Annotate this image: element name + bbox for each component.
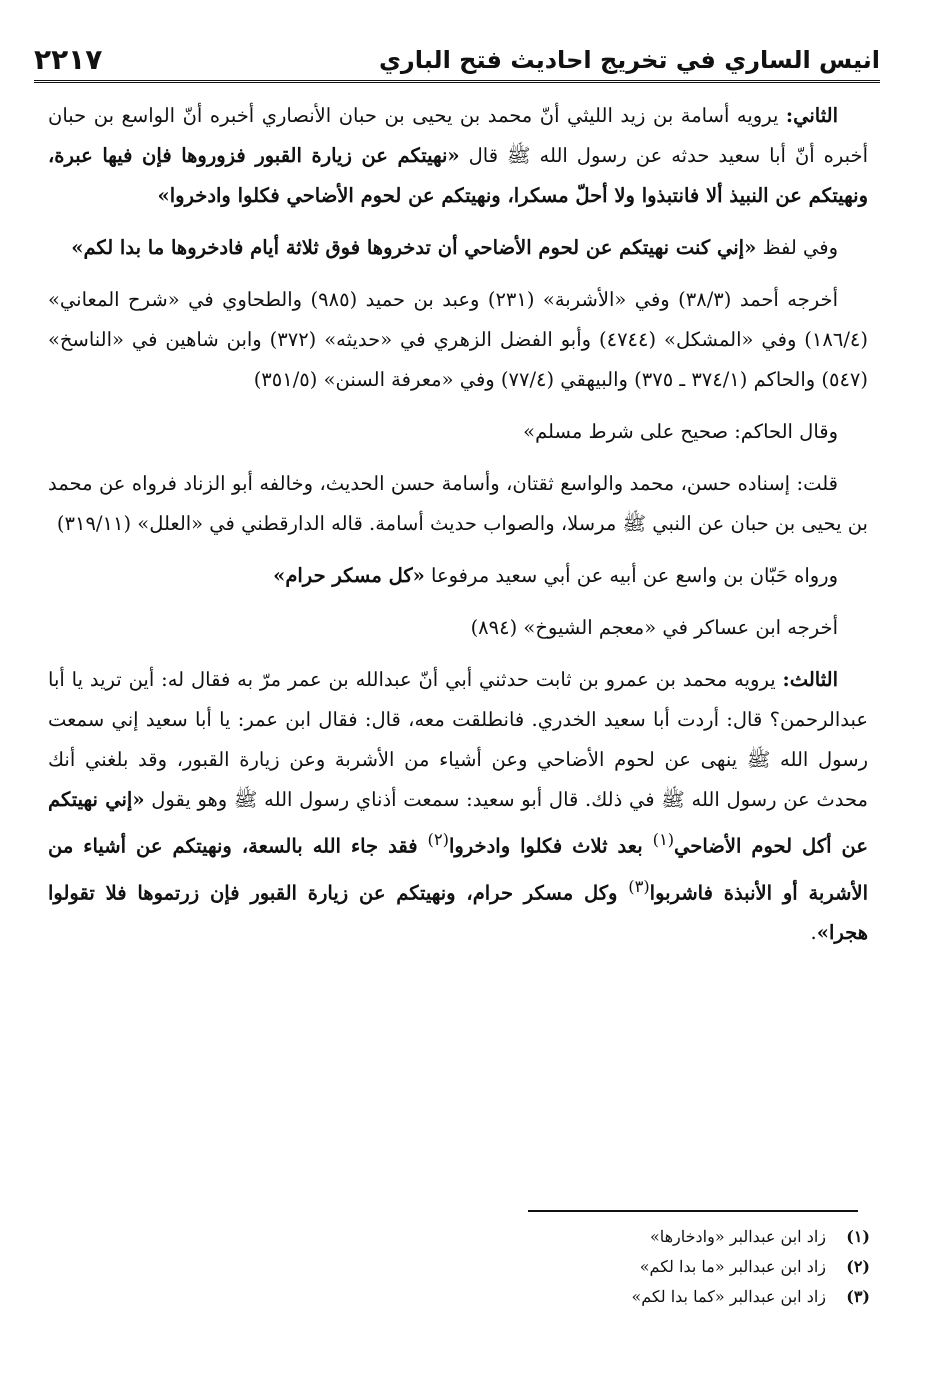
footnote-text: زاد ابن عبدالبر «ما بدا لكم» — [639, 1257, 826, 1276]
book-title: انيس الساري في تخريج احاديث فتح الباري — [378, 46, 880, 74]
section-label: الثاني: — [785, 104, 838, 127]
footnote-number: (٣) — [846, 1287, 870, 1306]
footnote-number: (١) — [846, 1227, 870, 1246]
paragraph-third-narration — [48, 660, 868, 953]
main-text — [48, 96, 868, 965]
paragraph-sources: أخرجه أحمد (٣٨/٣) وفي «الأشربة» (٢٣١) وعبد بن حميد (٩٨٥) والطحاوي في «شرح المعاني» (١٨٦/٤) وفي «المشكل» (٤٧٤٤) وأبو الفضل الزهري في «حديثه» (٣٧٢) وابن شاهين في «الناسخ» (٥٤٧) والحاكم (٣٧٤/١ ـ ٣٧٥) والبيهقي (٧٧/٤) وفي «معرفة السنن» (٣٥١/٥) — [48, 288, 868, 391]
hadith-quote-part-2: بعد ثلاث فكلوا وادخروا — [448, 834, 653, 858]
footnote-text: زاد ابن عبدالبر «وادخارها» — [649, 1227, 826, 1246]
paragraph-end: . — [810, 921, 817, 944]
paragraph-text: يرويه محمد بن عمرو بن ثابت حدثني أبي أنّ عبدالله بن عمر مرّ به فقال له: أين تريد يا أبا عبدالرحمن؟ قال: أردت أبا سعيد الخدري. فانطلقت معه، قال: فقال ابن عمر: يا أبا سعيد إني سمعت رسول الله ﷺ ينهى عن لحوم الأضاحي وعن أشياء من الأشربة وعن زيارة القبور، وقد بلغني أنك محدث عن رسول الله ﷺ في ذلك. قال أبو سعيد: سمعت أذناي رسول الله ﷺ وهو يقول — [48, 668, 868, 811]
footnote-1 — [400, 1222, 870, 1252]
footnote-ref-3[interactable]: (٣) — [628, 876, 650, 896]
hadith-quote-part-4: وكل مسكر حرام، ونهيتكم عن زيارة القبور فإن زرتموها فلا تقولوا هجرا» — [48, 881, 868, 944]
footnote-2 — [400, 1252, 870, 1282]
hadith-quote: «إني كنت نهيتكم عن لحوم الأضاحي أن تدخروها فوق ثلاثة أيام فادخروها ما بدا لكم» — [71, 236, 757, 259]
section-label: الثالث: — [782, 668, 838, 691]
paragraph-text: وفي لفظ — [756, 236, 838, 259]
paragraph-second-narration — [48, 96, 868, 216]
paragraph-text: يرويه أسامة بن زيد الليثي أنّ محمد بن يحيى بن حبان الأنصاري أخبره أنّ الواسع بن حبان أخبره أنّ أبا سعيد حدثه عن رسول الله ﷺ قال — [48, 104, 868, 167]
paragraph-hibban-narration — [48, 556, 868, 596]
footnote-separator — [528, 1210, 858, 1212]
footnote-ref-2[interactable]: (٢) — [427, 830, 449, 849]
page-number: ٢٢١٧ — [34, 43, 103, 76]
hadith-quote-part-1: «إني نهيتكم عن أكل لحوم الأضاحي — [48, 788, 868, 858]
hadith-quote-part-3: فقد جاء الله بالسعة، ونهيتكم عن أشياء من الأشربة أو الأنبذة فاشربوا — [48, 834, 868, 904]
paragraph-hakim-grading: وقال الحاكم: صحيح على شرط مسلم» — [523, 420, 838, 443]
footnote-text: زاد ابن عبدالبر «كما بدا لكم» — [631, 1287, 826, 1306]
paragraph-author-comment: قلت: إسناده حسن، محمد والواسع ثقتان، وأسامة حسن الحديث، وخالفه أبو الزناد فرواه عن محمد بن يحيى بن حبان عن النبي ﷺ مرسلا، والصواب حديث أسامة. قاله الدارقطني في «العلل» (٣١٩/١١) — [48, 472, 868, 535]
footnote-ref-1[interactable]: (١) — [652, 830, 675, 849]
footnote-3 — [400, 1282, 870, 1312]
page-header — [34, 28, 880, 83]
paragraph-ibn-asakir: أخرجه ابن عساكر في «معجم الشيوخ» (٨٩٤) — [470, 616, 838, 639]
footnote-number: (٢) — [846, 1257, 870, 1276]
hadith-quote: «نهيتكم عن زيارة القبور فزوروها فإن فيها عبرة، ونهيتكم عن النبيذ ألا فانتبذوا ولا أحلّ مسكرا، ونهيتكم عن لحوم الأضاحي فكلوا وادخروا» — [48, 144, 868, 207]
paragraph-text: ورواه حَبّان بن واسع عن أبيه عن أبي سعيد مرفوعا — [424, 564, 838, 587]
hadith-quote: «كل مسكر حرام» — [273, 564, 425, 587]
paragraph-alt-wording — [48, 228, 868, 268]
footnotes — [400, 1222, 870, 1312]
